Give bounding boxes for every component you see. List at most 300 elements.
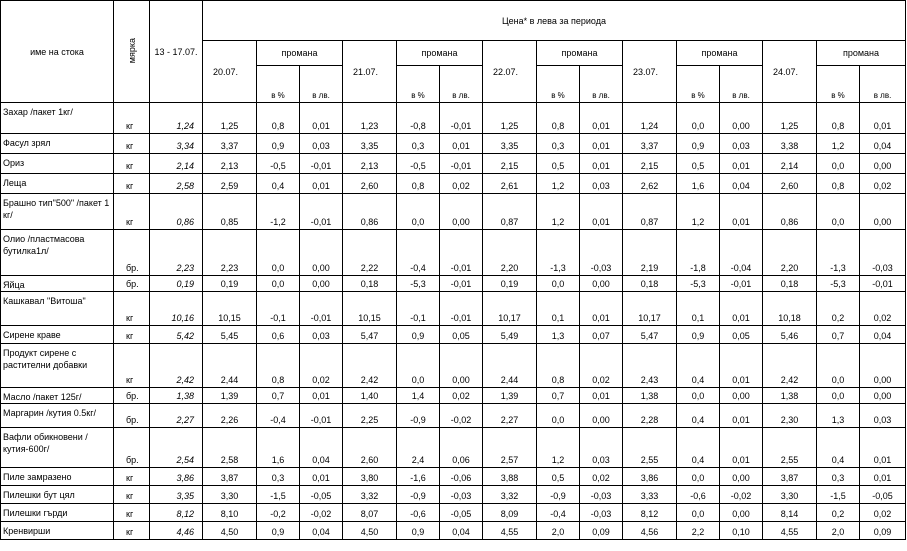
change-lev-cell: 0,00 <box>300 276 343 292</box>
change-lev-cell: -0,05 <box>440 504 483 522</box>
change-lev-cell: 0,02 <box>860 174 906 194</box>
price-cell: 10,18 <box>763 292 817 326</box>
header-lev-1: в лв. <box>300 86 343 103</box>
product-name-cell: Яйца <box>1 276 114 292</box>
change-pct-cell: 0,0 <box>397 344 440 388</box>
change-lev-cell: 0,01 <box>720 194 763 230</box>
base-price-cell: 2,54 <box>150 428 203 468</box>
change-lev-cell: -0,01 <box>720 276 763 292</box>
change-lev-cell: 0,02 <box>860 504 906 522</box>
change-pct-cell: 1,2 <box>817 134 860 154</box>
change-pct-cell: 0,0 <box>817 194 860 230</box>
change-pct-cell: 0,7 <box>817 326 860 344</box>
table-row <box>1 522 906 540</box>
change-lev-cell: 0,05 <box>440 326 483 344</box>
change-lev-cell: 0,04 <box>300 522 343 540</box>
change-pct-cell: -5,3 <box>817 276 860 292</box>
header-lev-2: в лв. <box>440 86 483 103</box>
product-name-cell: Ориз <box>1 154 114 174</box>
change-pct-cell: 0,1 <box>537 292 580 326</box>
table-row <box>1 404 906 428</box>
change-lev-cell: 0,01 <box>860 468 906 486</box>
change-lev-cell: 0,02 <box>580 344 623 388</box>
price-cell: 3,35 <box>483 134 537 154</box>
price-cell: 8,07 <box>343 504 397 522</box>
change-lev-cell: 0,00 <box>440 194 483 230</box>
change-pct-cell: -0,2 <box>257 504 300 522</box>
price-cell: 3,87 <box>763 468 817 486</box>
change-lev-cell: 0,01 <box>300 103 343 134</box>
change-pct-cell: 0,4 <box>257 174 300 194</box>
price-cell: 10,15 <box>203 292 257 326</box>
header-change-3: промана <box>537 41 623 66</box>
change-pct-cell: -1,6 <box>397 468 440 486</box>
price-cell: 5,47 <box>623 326 677 344</box>
header-blank <box>300 66 343 86</box>
change-pct-cell: 0,9 <box>257 134 300 154</box>
price-cell: 2,22 <box>343 230 397 276</box>
change-lev-cell: 0,03 <box>300 134 343 154</box>
price-cell: 0,19 <box>203 276 257 292</box>
change-pct-cell: -0,1 <box>397 292 440 326</box>
price-cell: 3,35 <box>343 134 397 154</box>
change-pct-cell: 0,8 <box>397 174 440 194</box>
change-pct-cell: 0,8 <box>257 103 300 134</box>
change-pct-cell: 0,1 <box>677 292 720 326</box>
product-name-cell: Фасул зрял <box>1 134 114 154</box>
change-lev-cell: 0,09 <box>860 522 906 540</box>
base-price-cell: 3,86 <box>150 468 203 486</box>
base-price-cell: 1,38 <box>150 388 203 404</box>
change-pct-cell: 0,0 <box>257 276 300 292</box>
change-pct-cell: 0,9 <box>397 522 440 540</box>
change-pct-cell: 1,4 <box>397 388 440 404</box>
base-price-cell: 10,16 <box>150 292 203 326</box>
change-lev-cell: -0,04 <box>720 230 763 276</box>
price-cell: 5,46 <box>763 326 817 344</box>
product-name-cell: Вафли обикновени /кутия-600г/ <box>1 428 114 468</box>
change-pct-cell: -0,5 <box>257 154 300 174</box>
price-cell: 5,45 <box>203 326 257 344</box>
change-lev-cell: -0,06 <box>440 468 483 486</box>
change-lev-cell: 0,00 <box>300 230 343 276</box>
price-cell: 0,18 <box>623 276 677 292</box>
change-pct-cell: 1,6 <box>257 428 300 468</box>
change-lev-cell: 0,00 <box>720 468 763 486</box>
price-cell: 1,25 <box>203 103 257 134</box>
price-cell: 2,59 <box>203 174 257 194</box>
product-name-cell: Захар /пакет 1кг/ <box>1 103 114 134</box>
base-price-cell: 2,58 <box>150 174 203 194</box>
price-cell: 4,55 <box>763 522 817 540</box>
product-name-cell: Сирене краве <box>1 326 114 344</box>
price-cell: 2,30 <box>763 404 817 428</box>
price-cell: 1,39 <box>203 388 257 404</box>
change-pct-cell: 0,9 <box>257 522 300 540</box>
price-cell: 0,85 <box>203 194 257 230</box>
change-lev-cell: 0,01 <box>580 134 623 154</box>
header-pct-3: в % <box>537 86 580 103</box>
change-pct-cell: -1,5 <box>817 486 860 504</box>
change-lev-cell: 0,02 <box>860 292 906 326</box>
change-pct-cell: 1,6 <box>677 174 720 194</box>
price-cell: 2,58 <box>203 428 257 468</box>
price-cell: 4,50 <box>343 522 397 540</box>
change-lev-cell: 0,03 <box>580 428 623 468</box>
table-row <box>1 504 906 522</box>
price-cell: 0,18 <box>343 276 397 292</box>
change-pct-cell: 0,9 <box>677 326 720 344</box>
table-row <box>1 194 906 230</box>
change-pct-cell: 0,0 <box>537 404 580 428</box>
header-base-period: 13 - 17.07. <box>150 1 203 103</box>
price-cell: 4,56 <box>623 522 677 540</box>
change-pct-cell: 0,0 <box>537 276 580 292</box>
price-cell: 2,14 <box>763 154 817 174</box>
change-lev-cell: 0,02 <box>580 468 623 486</box>
change-lev-cell: 0,01 <box>720 404 763 428</box>
change-pct-cell: 0,7 <box>257 388 300 404</box>
change-lev-cell: 0,01 <box>720 344 763 388</box>
price-cell: 8,10 <box>203 504 257 522</box>
change-lev-cell: 0,01 <box>300 174 343 194</box>
price-cell: 8,12 <box>623 504 677 522</box>
price-cell: 2,25 <box>343 404 397 428</box>
change-pct-cell: 2,0 <box>817 522 860 540</box>
price-cell: 2,20 <box>483 230 537 276</box>
change-lev-cell: 0,01 <box>860 103 906 134</box>
price-cell: 0,18 <box>763 276 817 292</box>
change-lev-cell: -0,03 <box>580 486 623 504</box>
change-lev-cell: -0,01 <box>300 194 343 230</box>
base-price-cell: 4,46 <box>150 522 203 540</box>
change-lev-cell: 0,01 <box>300 388 343 404</box>
table-row <box>1 276 906 292</box>
price-cell: 3,87 <box>203 468 257 486</box>
change-lev-cell: 0,00 <box>580 404 623 428</box>
change-lev-cell: -0,05 <box>300 486 343 504</box>
change-lev-cell: 0,10 <box>720 522 763 540</box>
unit-cell: бр. <box>114 388 150 404</box>
change-pct-cell: 0,8 <box>537 103 580 134</box>
change-lev-cell: -0,01 <box>440 292 483 326</box>
change-lev-cell: -0,03 <box>580 504 623 522</box>
change-lev-cell: -0,02 <box>300 504 343 522</box>
change-lev-cell: 0,03 <box>300 326 343 344</box>
price-cell: 0,86 <box>343 194 397 230</box>
header-blank <box>677 66 720 86</box>
change-lev-cell: -0,03 <box>860 230 906 276</box>
change-pct-cell: -0,9 <box>397 404 440 428</box>
header-date-1: 20.07. <box>203 41 257 103</box>
change-lev-cell: 0,01 <box>440 134 483 154</box>
change-pct-cell: 0,3 <box>397 134 440 154</box>
unit-cell: кг <box>114 174 150 194</box>
unit-cell: кг <box>114 468 150 486</box>
price-cell: 4,55 <box>483 522 537 540</box>
change-pct-cell: 0,0 <box>677 468 720 486</box>
change-lev-cell: 0,03 <box>860 404 906 428</box>
price-cell: 2,60 <box>763 174 817 194</box>
change-lev-cell: 0,00 <box>860 154 906 174</box>
price-cell: 4,50 <box>203 522 257 540</box>
change-lev-cell: -0,05 <box>860 486 906 504</box>
price-cell: 1,40 <box>343 388 397 404</box>
price-cell: 3,32 <box>483 486 537 504</box>
change-lev-cell: 0,00 <box>720 103 763 134</box>
change-pct-cell: 0,3 <box>257 468 300 486</box>
price-cell: 2,19 <box>623 230 677 276</box>
base-price-cell: 2,23 <box>150 230 203 276</box>
price-cell: 3,30 <box>763 486 817 504</box>
table-row <box>1 388 906 404</box>
change-pct-cell: 0,8 <box>817 103 860 134</box>
base-price-cell: 8,12 <box>150 504 203 522</box>
price-cell: 10,17 <box>483 292 537 326</box>
change-pct-cell: -1,5 <box>257 486 300 504</box>
product-name-cell: Брашно тип"500" /пакет 1 кг/ <box>1 194 114 230</box>
product-name-cell: Продукт сирене с растителни добавки <box>1 344 114 388</box>
change-lev-cell: -0,01 <box>300 404 343 428</box>
product-name-cell: Кренвирши <box>1 522 114 540</box>
change-lev-cell: 0,01 <box>580 292 623 326</box>
change-lev-cell: 0,01 <box>580 103 623 134</box>
change-pct-cell: 0,3 <box>817 468 860 486</box>
price-cell: 3,80 <box>343 468 397 486</box>
change-pct-cell: 1,2 <box>677 194 720 230</box>
change-pct-cell: -0,9 <box>537 486 580 504</box>
base-price-cell: 2,14 <box>150 154 203 174</box>
unit-cell: кг <box>114 486 150 504</box>
change-pct-cell: 0,8 <box>257 344 300 388</box>
change-lev-cell: 0,01 <box>300 468 343 486</box>
header-date-2: 21.07. <box>343 41 397 103</box>
change-pct-cell: 0,0 <box>817 344 860 388</box>
change-pct-cell: 0,0 <box>677 504 720 522</box>
change-pct-cell: -5,3 <box>397 276 440 292</box>
change-lev-cell: 0,00 <box>440 344 483 388</box>
change-pct-cell: 0,0 <box>677 103 720 134</box>
change-pct-cell: -1,3 <box>817 230 860 276</box>
price-cell: 5,49 <box>483 326 537 344</box>
change-pct-cell: 0,3 <box>537 134 580 154</box>
unit-cell: кг <box>114 522 150 540</box>
price-cell: 2,61 <box>483 174 537 194</box>
price-cell: 2,43 <box>623 344 677 388</box>
unit-cell: бр. <box>114 428 150 468</box>
change-lev-cell: 0,05 <box>720 326 763 344</box>
price-cell: 2,44 <box>203 344 257 388</box>
table-row <box>1 292 906 326</box>
table-row <box>1 103 906 134</box>
price-cell: 2,15 <box>623 154 677 174</box>
header-change-1: промана <box>257 41 343 66</box>
change-lev-cell: 0,00 <box>580 276 623 292</box>
base-price-cell: 3,34 <box>150 134 203 154</box>
change-lev-cell: 0,01 <box>720 428 763 468</box>
unit-cell: кг <box>114 326 150 344</box>
price-cell: 2,62 <box>623 174 677 194</box>
header-change-2: промана <box>397 41 483 66</box>
change-lev-cell: -0,03 <box>580 230 623 276</box>
product-name-cell: Пилешки гърди <box>1 504 114 522</box>
header-pct-5: в % <box>817 86 860 103</box>
price-cell: 0,86 <box>763 194 817 230</box>
change-lev-cell: 0,07 <box>580 326 623 344</box>
change-lev-cell: 0,00 <box>860 344 906 388</box>
change-pct-cell: 0,0 <box>397 194 440 230</box>
base-price-cell: 2,27 <box>150 404 203 428</box>
header-blank <box>860 66 906 86</box>
product-name-cell: Олио /пластмасова бутилка1л/ <box>1 230 114 276</box>
change-lev-cell: 0,03 <box>580 174 623 194</box>
price-cell: 10,17 <box>623 292 677 326</box>
change-pct-cell: 0,5 <box>537 154 580 174</box>
change-pct-cell: -1,3 <box>537 230 580 276</box>
price-cell: 2,28 <box>623 404 677 428</box>
change-pct-cell: 2,2 <box>677 522 720 540</box>
price-cell: 2,27 <box>483 404 537 428</box>
price-cell: 2,44 <box>483 344 537 388</box>
table-row <box>1 174 906 194</box>
product-name-cell: Масло /пакет 125г/ <box>1 388 114 404</box>
price-cell: 10,15 <box>343 292 397 326</box>
change-pct-cell: 0,4 <box>677 428 720 468</box>
header-blank <box>397 66 440 86</box>
change-pct-cell: 0,5 <box>677 154 720 174</box>
price-cell: 3,88 <box>483 468 537 486</box>
price-cell: 3,86 <box>623 468 677 486</box>
change-lev-cell: -0,01 <box>440 276 483 292</box>
change-lev-cell: 0,00 <box>860 194 906 230</box>
change-pct-cell: 0,9 <box>677 134 720 154</box>
price-cell: 2,60 <box>343 428 397 468</box>
change-lev-cell: 0,04 <box>860 134 906 154</box>
change-pct-cell: 1,2 <box>537 428 580 468</box>
change-pct-cell: 0,0 <box>677 388 720 404</box>
price-cell: 2,57 <box>483 428 537 468</box>
change-lev-cell: -0,01 <box>300 154 343 174</box>
change-pct-cell: -5,3 <box>677 276 720 292</box>
change-lev-cell: -0,01 <box>440 230 483 276</box>
change-pct-cell: 0,9 <box>397 326 440 344</box>
change-lev-cell: -0,01 <box>300 292 343 326</box>
change-lev-cell: 0,04 <box>440 522 483 540</box>
change-lev-cell: -0,02 <box>720 486 763 504</box>
price-cell: 2,26 <box>203 404 257 428</box>
price-cell: 0,87 <box>483 194 537 230</box>
header-pct-2: в % <box>397 86 440 103</box>
change-lev-cell: 0,02 <box>300 344 343 388</box>
price-cell: 2,42 <box>343 344 397 388</box>
change-pct-cell: -0,1 <box>257 292 300 326</box>
change-pct-cell: 2,4 <box>397 428 440 468</box>
change-pct-cell: 1,2 <box>537 194 580 230</box>
table-row <box>1 428 906 468</box>
change-lev-cell: 0,04 <box>860 326 906 344</box>
table-row <box>1 468 906 486</box>
price-cell: 1,38 <box>623 388 677 404</box>
change-pct-cell: 1,3 <box>817 404 860 428</box>
price-cell: 3,32 <box>343 486 397 504</box>
header-blank <box>440 66 483 86</box>
price-cell: 8,14 <box>763 504 817 522</box>
table-row <box>1 230 906 276</box>
price-cell: 2,55 <box>763 428 817 468</box>
price-cell: 1,25 <box>763 103 817 134</box>
change-lev-cell: 0,01 <box>720 292 763 326</box>
change-pct-cell: 2,0 <box>537 522 580 540</box>
change-lev-cell: 0,01 <box>720 154 763 174</box>
header-lev-5: в лв. <box>860 86 906 103</box>
change-lev-cell: -0,01 <box>440 103 483 134</box>
price-cell: 3,37 <box>623 134 677 154</box>
table-row <box>1 154 906 174</box>
table-row <box>1 486 906 504</box>
price-cell: 2,20 <box>763 230 817 276</box>
change-pct-cell: -1,8 <box>677 230 720 276</box>
product-name-cell: Маргарин /кутия 0.5кг/ <box>1 404 114 428</box>
product-name-cell: Пиле замразено <box>1 468 114 486</box>
change-pct-cell: 0,4 <box>677 344 720 388</box>
unit-cell: кг <box>114 103 150 134</box>
price-cell: 3,33 <box>623 486 677 504</box>
change-pct-cell: 0,7 <box>537 388 580 404</box>
header-change-5: промана <box>817 41 906 66</box>
unit-cell: кг <box>114 134 150 154</box>
change-lev-cell: 0,04 <box>300 428 343 468</box>
price-cell: 3,38 <box>763 134 817 154</box>
header-unit <box>114 1 150 103</box>
change-lev-cell: 0,03 <box>720 134 763 154</box>
price-cell: 3,30 <box>203 486 257 504</box>
header-unit-label: мярка <box>126 37 137 64</box>
header-blank <box>817 66 860 86</box>
change-lev-cell: 0,00 <box>860 388 906 404</box>
price-cell: 2,23 <box>203 230 257 276</box>
price-cell: 1,39 <box>483 388 537 404</box>
header-lev-4: в лв. <box>720 86 763 103</box>
table-row <box>1 344 906 388</box>
change-lev-cell: 0,06 <box>440 428 483 468</box>
change-pct-cell: -0,4 <box>257 404 300 428</box>
table-row <box>1 326 906 344</box>
base-price-cell: 2,42 <box>150 344 203 388</box>
change-lev-cell: -0,02 <box>440 404 483 428</box>
product-name-cell: Пилешки бут цял <box>1 486 114 504</box>
change-pct-cell: 0,4 <box>817 428 860 468</box>
change-lev-cell: 0,04 <box>720 174 763 194</box>
header-blank <box>537 66 580 86</box>
change-pct-cell: -0,5 <box>397 154 440 174</box>
price-cell: 2,60 <box>343 174 397 194</box>
change-lev-cell: 0,00 <box>720 504 763 522</box>
change-pct-cell: 0,2 <box>817 292 860 326</box>
change-pct-cell: 1,3 <box>537 326 580 344</box>
change-lev-cell: 0,00 <box>720 388 763 404</box>
change-lev-cell: -0,01 <box>860 276 906 292</box>
price-cell: 2,55 <box>623 428 677 468</box>
change-pct-cell: 0,0 <box>817 388 860 404</box>
change-lev-cell: 0,01 <box>580 388 623 404</box>
change-lev-cell: 0,01 <box>580 154 623 174</box>
price-cell: 1,25 <box>483 103 537 134</box>
header-pct-4: в % <box>677 86 720 103</box>
change-lev-cell: -0,03 <box>440 486 483 504</box>
price-cell: 2,13 <box>203 154 257 174</box>
unit-cell: кг <box>114 504 150 522</box>
change-lev-cell: 0,02 <box>440 388 483 404</box>
